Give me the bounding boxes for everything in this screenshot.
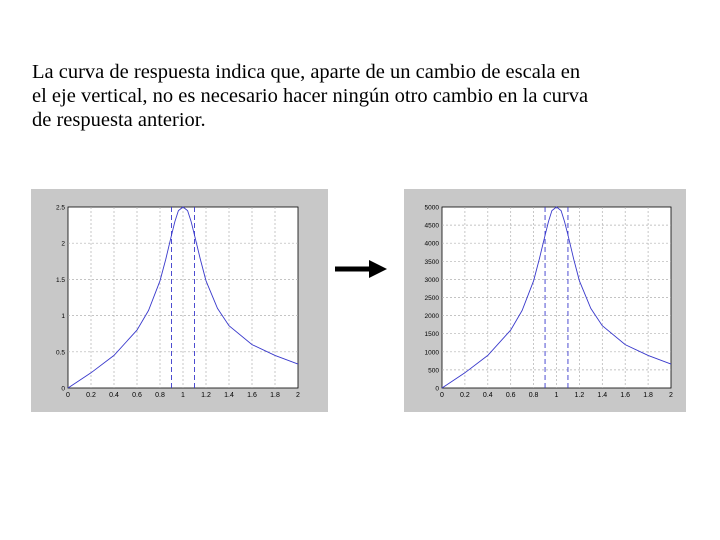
chart-left-x-tick-label: 1.8 — [270, 392, 280, 399]
chart-left-y-tick-label: 1.5 — [55, 276, 65, 284]
chart-left-x-tick-label: 0 — [66, 392, 70, 399]
chart-right-x-tick-label: 1.4 — [597, 392, 608, 399]
chart-left-x-tick-label: 0.2 — [86, 392, 96, 399]
chart-right-x-tick-label: 2 — [669, 392, 673, 399]
chart-left-y-tick-label: 1 — [61, 313, 65, 321]
chart-right-x-tick-label: 0.6 — [505, 392, 516, 399]
caption-text — [32, 60, 692, 132]
chart-left — [31, 189, 328, 412]
chart-right-y-tick-label: 4500 — [424, 222, 439, 230]
chart-right — [404, 189, 686, 412]
chart-left-y-tick-label: 0 — [61, 385, 65, 393]
chart-left-x-tick-label: 0.4 — [109, 392, 119, 399]
chart-right-y-tick-label: 2000 — [424, 313, 439, 321]
chart-right-x-tick-label: 1.6 — [620, 392, 631, 399]
chart-right-y-tick-label: 2500 — [424, 295, 439, 302]
chart-right-x-tick-label: 0 — [440, 392, 444, 399]
chart-right-y-tick-label: 1500 — [424, 331, 439, 339]
chart-right-x-tick-label: 0.8 — [528, 392, 539, 399]
chart-right-y-tick-label: 0 — [435, 385, 439, 393]
caption-line: de respuesta anterior. — [32, 109, 206, 131]
right-arrow-icon — [335, 258, 387, 280]
chart-left-x-tick-label: 1.6 — [247, 392, 257, 399]
chart-right-y-tick-label: 3500 — [424, 258, 439, 266]
chart-left-y-tick-label: 0.5 — [55, 349, 65, 357]
chart-left-x-tick-label: 2 — [296, 392, 300, 399]
chart-right-y-tick-label: 4000 — [424, 240, 439, 248]
chart-left-x-tick-label: 1.4 — [224, 392, 234, 399]
chart-left-x-tick-label: 1.2 — [201, 392, 211, 399]
chart-right-y-tick-label: 500 — [428, 367, 439, 375]
chart-right-x-tick-label: 1.2 — [574, 392, 585, 399]
chart-right-y-tick-label: 3000 — [424, 276, 439, 284]
chart-right-x-tick-label: 0.2 — [460, 392, 470, 399]
chart-right-x-tick-label: 1.8 — [643, 392, 653, 399]
chart-right-x-tick-label: 1 — [554, 392, 559, 399]
chart-right-svg — [404, 189, 686, 412]
chart-right-y-tick-label: 5000 — [424, 204, 439, 212]
chart-left-y-tick-label: 2.5 — [55, 204, 65, 212]
caption-line: el eje vertical, no es necesario hacer ningún otro cambio en la curva — [32, 85, 589, 107]
chart-left-x-tick-label: 0.6 — [132, 392, 142, 399]
caption-line: La curva de respuesta indica que, aparte de un cambio de escala en — [32, 61, 581, 83]
chart-left-y-tick-label: 2 — [61, 240, 65, 248]
chart-right-y-tick-label: 1000 — [424, 349, 439, 357]
chart-right-x-tick-label: 0.4 — [482, 392, 493, 399]
chart-left-x-tick-label: 1 — [181, 392, 185, 399]
chart-left-svg — [31, 189, 328, 412]
chart-left-x-tick-label: 0.8 — [155, 392, 165, 399]
